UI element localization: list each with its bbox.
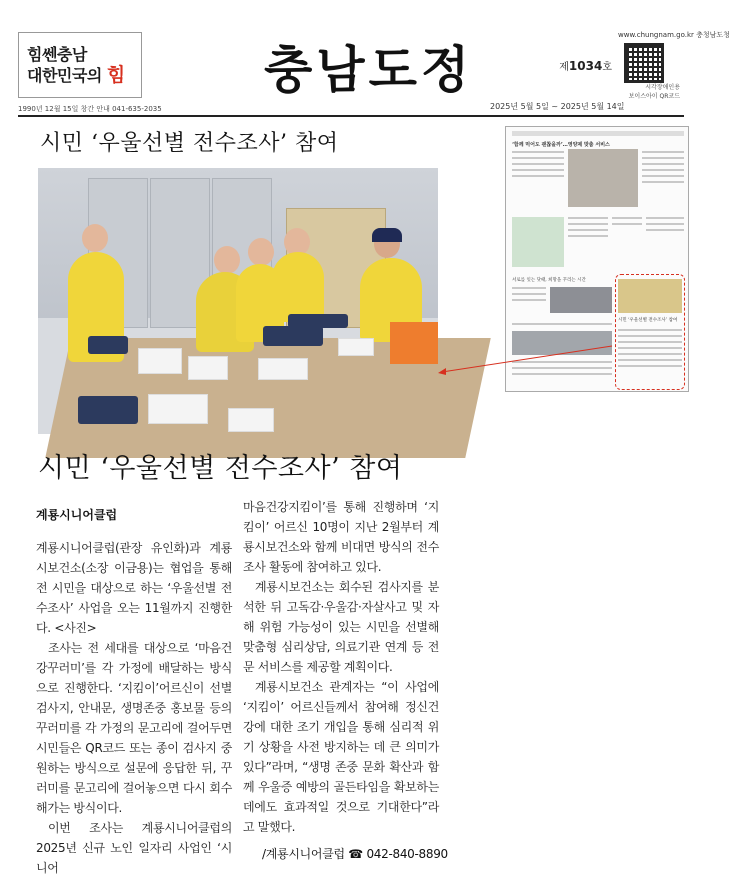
contact-line: /계룡시니어클럽 ☎ 042-840-8890 — [262, 847, 448, 861]
article-photo — [38, 168, 438, 434]
qr-header: www.chungnam.go.kr 충청남도청 — [618, 31, 730, 39]
thumbnail-caption-1: 시민 ‘우울선별 전수조사’ 참여 — [618, 318, 678, 323]
slogan-line2-prefix: 대한민국의 — [27, 65, 107, 85]
article-column-left — [36, 538, 232, 878]
established-line: 1990년 12월 15일 창간 안내 041-635-2035 — [18, 105, 162, 113]
article-column-right — [243, 497, 439, 837]
issue-number: 제1034호 — [559, 59, 612, 73]
pointer-arrow-icon — [436, 344, 616, 376]
upper-headline: 시민 ‘우울선별 전수조사’ 참여 — [40, 131, 339, 156]
qr-caption-2: 보이스아이 QR코드 — [628, 93, 680, 100]
paragraph: 계룡시니어클럽(관장 유인화)과 계룡시보건소(소장 이금용)는 협업을 통해 전 시민을 대상으로 하는 ‘우울선별 전수조사’ 사업을 오는 11월까지 진행한다. <사진> — [36, 541, 232, 635]
paragraph: 이번 조사는 계룡시니어클럽의 2025년 신규 노인 일자리 사업인 ‘시니어 — [36, 821, 232, 875]
thumbnail-header: ‘함께 먹어도 괜찮을까’…영양제 맞춤 서비스 — [512, 142, 610, 148]
slogan-accent: 힘 — [106, 63, 125, 86]
slogan-line1: 힘쎈충남 — [27, 44, 87, 64]
paragraph: 계룡시보건소는 회수된 검사지를 분석한 뒤 고독감·우울감·자살사고 및 자해 위험 가능성이 있는 시민을 선별해 맞춤형 심리상담, 의료기관 연계 등 전문 서비스를 제공할 계획이다. — [243, 580, 439, 674]
masthead-divider — [18, 115, 684, 117]
newspaper-title: 충남도정 — [264, 40, 474, 99]
paragraph: 마음건강지킴이’를 통해 진행하며 ‘지킴이’ 어르신 10명이 지난 2월부터 계룡시보건소와 함께 비대면 방식의 전수조사 활동에 참여하고 있다. — [243, 500, 439, 574]
slogan-logo — [18, 32, 142, 98]
thumbnail-caption-2: 서로를 잇는 닷때, 희망을 꾸리는 시간 — [512, 278, 586, 283]
lower-headline: 시민 ‘우울선별 전수조사’ 참여 — [38, 453, 403, 484]
paragraph: 조사는 전 세대를 대상으로 ‘마음건강꾸러미’를 각 가정에 배달하는 방식으로 진행한다. ‘지킴이’어르신이 선별검사지, 안내문, 생명존중 홍보물 등의 꾸러미를 각 가정의 문고리에 걸어두면 시민들은 QR코드 또는 종이 검사지 중 원하는 방식으로 설문에 응답한 뒤, 꾸러미를 문고리에 걸어놓으면 다시 회수해가는 방식이다. — [36, 641, 232, 815]
thumbnail-highlight — [615, 274, 685, 390]
qr-code-icon[interactable] — [624, 43, 664, 83]
paragraph: 계룡시보건소 관계자는 “이 사업에 ‘지킴이’ 어르신들께서 참여해 정신건강에 대한 조기 개입을 통해 심리적 위기 상황을 사전 방지하는 데 큰 의미가 있다”라며, “생명 존중 문화 확산과 함께 우울증 예방의 골든타임을 확보하는 데에도 효과적일 것으로 기대한다”라고 말했다. — [243, 680, 439, 834]
slogan-line2 — [27, 65, 141, 86]
masthead — [0, 0, 730, 118]
qr-area — [618, 30, 730, 101]
qr-caption-1: 시각장애인용 — [645, 84, 680, 91]
byline: 계룡시니어클럽 — [36, 508, 118, 522]
issue-dates: 2025년 5월 5일 ~ 2025년 5월 14일 — [490, 102, 625, 111]
issue-info — [520, 58, 612, 73]
